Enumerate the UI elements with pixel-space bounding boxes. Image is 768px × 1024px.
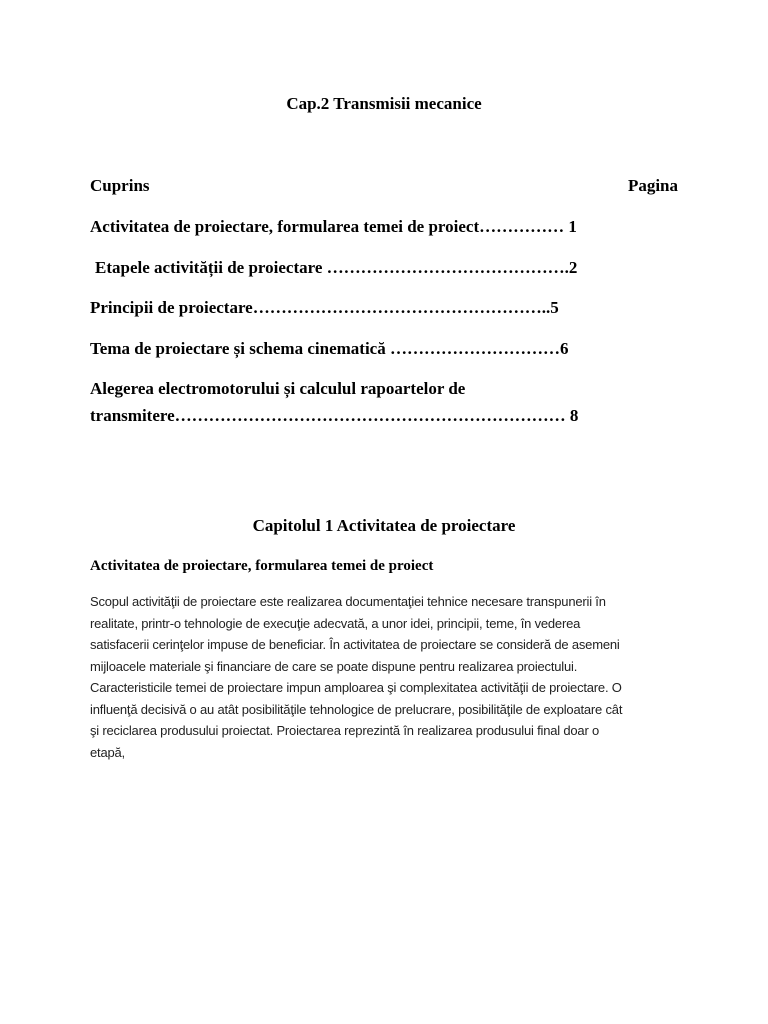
paragraph-line: etapă, <box>90 744 125 760</box>
toc-entry-text: Tema de proiectare și schema cinematică …………………………6 <box>90 339 569 358</box>
chapter-title: Capitolul 1 Activitatea de proiectare <box>252 516 516 535</box>
paragraph-line: influenţă decisivă o au atât posibilităţile tehnologice de prelucrare, posibilităţile de exploatare cât <box>90 701 623 717</box>
paragraph-line: Caracteristicile temei de proiectare impun amploarea şi complexitatea activităţii de proiectare. O <box>90 680 622 695</box>
toc-entry-text: Etapele activității de proiectare …………………………………….2 <box>95 258 578 277</box>
paragraph-line: şi reciclarea produsului proiectat. Proiectarea reprezintă în realizarea produsului final doar o <box>90 723 600 738</box>
toc-entry-text: Principii de proiectare……………………………………………..5 <box>90 298 559 317</box>
toc-entry <box>90 335 690 362</box>
body-paragraph <box>90 591 678 763</box>
toc-header-contents: Cuprins <box>90 176 150 195</box>
toc-header-page: Pagina <box>627 176 678 195</box>
document-title: Cap.2 Transmisii mecanice <box>286 94 482 113</box>
toc-entry <box>90 375 690 429</box>
paragraph-line: Scopul activităţii de proiectare este realizarea documentaţiei tehnice necesare transpunerii în <box>90 594 606 609</box>
paragraph-line: mijloacele materiale şi financiare de care se poate dispune pentru realizarea proiectului. <box>90 658 578 674</box>
paragraph-line: satisfacerii cerinţelor impuse de beneficiar. În activitatea de proiectare se consideră de asemeni <box>90 637 620 652</box>
paragraph-line: realitate, printr-o tehnologie de execuţie adecvată, a unor idei, principii, teme, în vederea <box>90 615 581 631</box>
toc-entry-text: transmitere…………………………………………………………… 8 <box>90 406 579 425</box>
toc-entry <box>95 254 695 281</box>
toc-entry <box>90 294 690 321</box>
toc-entry-text: Alegerea electromotorului și calculul rapoartelor de <box>90 379 466 398</box>
toc-entry <box>90 213 690 240</box>
toc-entry-text: Activitatea de proiectare, formularea temei de proiect…………… 1 <box>90 217 577 236</box>
section-heading: Activitatea de proiectare, formularea temei de proiect <box>90 558 434 574</box>
